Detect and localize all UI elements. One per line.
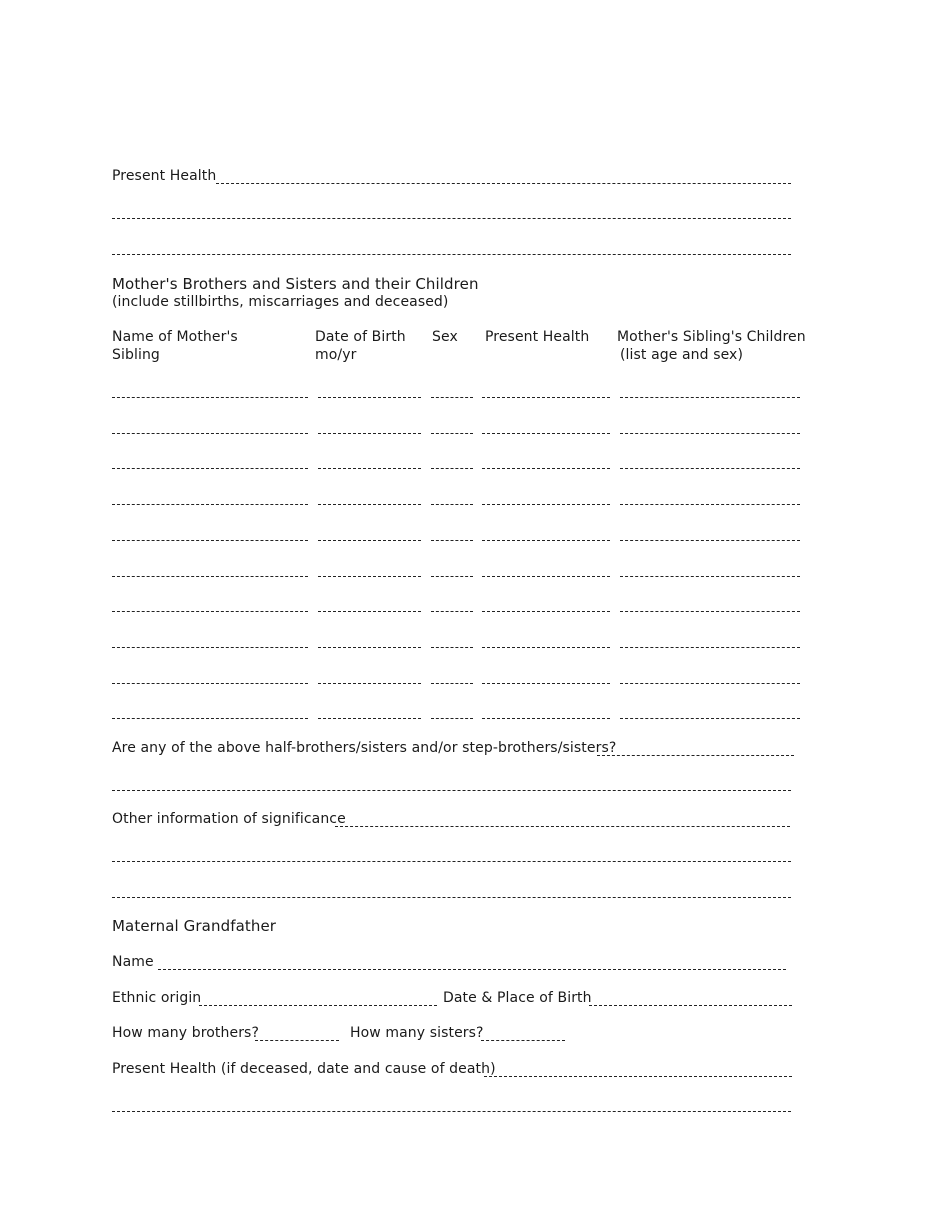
present-health-label: Present Health: [112, 168, 217, 184]
sibling-name-field[interactable]: [112, 683, 308, 684]
grandfather-ethnic-origin-label: Ethnic origin: [112, 990, 202, 1006]
sibling-health-field[interactable]: [482, 468, 610, 469]
sibling-dob-field[interactable]: [318, 718, 421, 719]
sibling-name-field[interactable]: [112, 397, 308, 398]
sibling-health-field[interactable]: [482, 647, 610, 648]
sibling-children-field[interactable]: [620, 611, 800, 612]
sibling-children-field[interactable]: [620, 397, 800, 398]
sibling-sex-field[interactable]: [431, 433, 473, 434]
sibling-children-field[interactable]: [620, 683, 800, 684]
sibling-name-field[interactable]: [112, 647, 308, 648]
sibling-sex-field[interactable]: [431, 504, 473, 505]
column-header-name: Name of Mother's: [112, 329, 238, 345]
column-header-sex: Sex: [432, 329, 458, 345]
siblings-section-subtitle: (include stillbirths, miscarriages and deceased): [112, 294, 449, 310]
sibling-name-field[interactable]: [112, 611, 308, 612]
sibling-name-field[interactable]: [112, 433, 308, 434]
grandfather-birth-field[interactable]: [589, 1005, 792, 1006]
sibling-sex-field[interactable]: [431, 540, 473, 541]
sibling-sex-field[interactable]: [431, 576, 473, 577]
other-info-label: Other information of significance: [112, 811, 346, 827]
sibling-name-field[interactable]: [112, 468, 308, 469]
column-header-name-line-2: Sibling: [112, 347, 160, 363]
sibling-name-field[interactable]: [112, 540, 308, 541]
sibling-sex-field[interactable]: [431, 611, 473, 612]
sibling-children-field[interactable]: [620, 647, 800, 648]
sibling-sex-field[interactable]: [431, 683, 473, 684]
sibling-dob-field[interactable]: [318, 468, 421, 469]
column-header-present-health: Present Health: [485, 329, 590, 345]
sibling-dob-field[interactable]: [318, 504, 421, 505]
sibling-sex-field[interactable]: [431, 647, 473, 648]
grandfather-health-field[interactable]: [484, 1076, 792, 1077]
sibling-children-field[interactable]: [620, 504, 800, 505]
column-header-date-of-birth-line-2: mo/yr: [315, 347, 357, 363]
sibling-sex-field[interactable]: [431, 718, 473, 719]
sibling-dob-field[interactable]: [318, 647, 421, 648]
present-health-field-line-3[interactable]: [112, 254, 791, 255]
sibling-health-field[interactable]: [482, 397, 610, 398]
maternal-grandfather-title: Maternal Grandfather: [112, 917, 277, 935]
grandfather-sisters-field[interactable]: [481, 1040, 565, 1041]
sibling-name-field[interactable]: [112, 576, 308, 577]
siblings-section-title: Mother's Brothers and Sisters and their Children: [112, 275, 479, 293]
sibling-dob-field[interactable]: [318, 433, 421, 434]
present-health-field[interactable]: [216, 183, 791, 184]
grandfather-sisters-label: How many sisters?: [350, 1025, 484, 1041]
other-info-field-line-2[interactable]: [112, 861, 791, 862]
grandfather-brothers-label: How many brothers?: [112, 1025, 259, 1041]
other-info-field[interactable]: [335, 826, 790, 827]
sibling-dob-field[interactable]: [318, 683, 421, 684]
sibling-health-field[interactable]: [482, 718, 610, 719]
sibling-dob-field[interactable]: [318, 611, 421, 612]
sibling-dob-field[interactable]: [318, 397, 421, 398]
sibling-health-field[interactable]: [482, 540, 610, 541]
sibling-dob-field[interactable]: [318, 576, 421, 577]
sibling-health-field[interactable]: [482, 611, 610, 612]
sibling-health-field[interactable]: [482, 433, 610, 434]
grandfather-health-label: Present Health (if deceased, date and cause of death): [112, 1061, 496, 1077]
grandfather-name-label: Name: [112, 954, 154, 970]
sibling-health-field[interactable]: [482, 576, 610, 577]
other-info-field-line-3[interactable]: [112, 897, 791, 898]
sibling-children-field[interactable]: [620, 718, 800, 719]
sibling-dob-field[interactable]: [318, 540, 421, 541]
sibling-children-field[interactable]: [620, 433, 800, 434]
grandfather-health-field-line-2[interactable]: [112, 1111, 791, 1112]
sibling-name-field[interactable]: [112, 504, 308, 505]
grandfather-brothers-field[interactable]: [255, 1040, 339, 1041]
sibling-sex-field[interactable]: [431, 468, 473, 469]
half-siblings-answer-field[interactable]: [597, 755, 794, 756]
sibling-sex-field[interactable]: [431, 397, 473, 398]
sibling-name-field[interactable]: [112, 718, 308, 719]
column-header-children: Mother's Sibling's Children: [617, 329, 806, 345]
column-header-date-of-birth: Date of Birth: [315, 329, 406, 345]
sibling-children-field[interactable]: [620, 540, 800, 541]
grandfather-name-field[interactable]: [158, 969, 786, 970]
half-siblings-answer-field-line-2[interactable]: [112, 790, 791, 791]
sibling-health-field[interactable]: [482, 683, 610, 684]
half-siblings-question: Are any of the above half-brothers/sisters and/or step-brothers/sisters?: [112, 740, 617, 756]
present-health-field-line-2[interactable]: [112, 218, 791, 219]
column-header-children-line-2: (list age and sex): [620, 347, 744, 363]
grandfather-birth-label: Date & Place of Birth: [443, 990, 592, 1006]
sibling-children-field[interactable]: [620, 468, 800, 469]
sibling-children-field[interactable]: [620, 576, 800, 577]
sibling-health-field[interactable]: [482, 504, 610, 505]
grandfather-ethnic-origin-field[interactable]: [199, 1005, 437, 1006]
